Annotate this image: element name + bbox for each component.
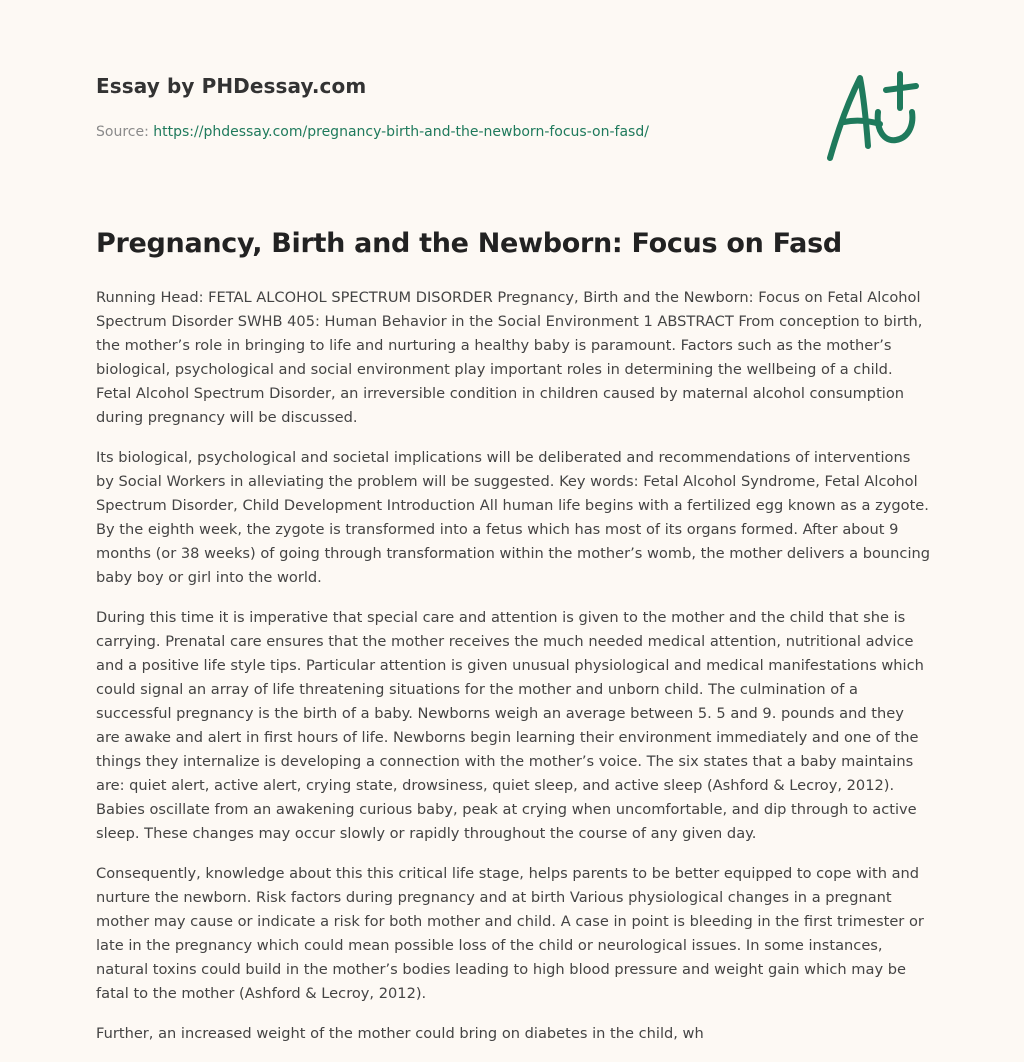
source-label: Source: <box>96 124 149 140</box>
source-link[interactable]: https://phdessay.com/pregnancy-birth-and-the-newborn-focus-on-fasd/ <box>153 124 649 140</box>
essay-paragraph: Running Head: FETAL ALCOHOL SPECTRUM DISORDER Pregnancy, Birth and the Newborn: Focus on Fetal Alcohol Spectrum Disorder SWHB 405: Human Behavior in the Social Environment 1 ABSTRACT From conception to birth, the mother’s role in bringing to life and nurturing a healthy baby is paramount. Factors such as the mother’s biological, psychological and social environment play important roles in determining the wellbeing of a child. Fetal Alcohol Spectrum Disorder, an irreversible condition in children caused by maternal alcohol consumption during pregnancy will be discussed. <box>96 289 923 426</box>
site-title: Essay by PHDessay.com <box>96 74 367 98</box>
essay-paragraph: Further, an increased weight of the mother could bring on diabetes in the child, wh <box>96 1025 704 1042</box>
a-plus-logo-icon <box>822 68 926 164</box>
essay-paragraph: During this time it is imperative that special care and attention is given to the mother and the child that she is carrying. Prenatal care ensures that the mother receives the much needed medical attention, nutritional advice and a positive life style tips. Particular attention is given unusual physiological and medical manifestations which could signal an array of life threatening situations for the mother and unborn child. The culmination of a successful pregnancy is the birth of a baby. Newborns weigh an average between 5. 5 and 9. pounds and they are awake and alert in first hours of life. Newborns begin learning their environment immediately and one of the things they internalize is developing a connection with the mother’s voice. The six states that a baby maintains are: quiet alert, active alert, crying state, drowsiness, quiet sleep, and active sleep (Ashford & Lecroy, 2012). Babies oscillate from an awakening curious baby, peak at crying when uncomfortable, and dip through to active sleep. These changes may occur slowly or rapidly throughout the course of any given day. <box>96 609 924 842</box>
source-line <box>96 124 649 140</box>
essay-paragraph: Its biological, psychological and societal implications will be deliberated and recommendations of interventions by Social Workers in alleviating the problem will be suggested. Key words: Fetal Alcohol Syndrome, Fetal Alcohol Spectrum Disorder, Child Development Introduction All human life begins with a fertilized egg known as a zygote. By the eighth week, the zygote is transformed into a fetus which has most of its organs formed. After about 9 months (or 38 weeks) of going through transformation within the mother’s womb, the mother delivers a bouncing baby boy or girl into the world. <box>96 449 931 586</box>
essay-body <box>96 286 930 1062</box>
essay-title: Pregnancy, Birth and the Newborn: Focus on Fasd <box>96 228 842 259</box>
essay-paragraph: Consequently, knowledge about this this critical life stage, helps parents to be better equipped to cope with and nurture the newborn. Risk factors during pregnancy and at birth Various physiological changes in a pregnant mother may cause or indicate a risk for both mother and child. A case in point is bleeding in the first trimester or late in the pregnancy which could mean possible loss of the child or neurological issues. In some instances, natural toxins could build in the mother’s bodies leading to high blood pressure and weight gain which may be fatal to the mother (Ashford & Lecroy, 2012). <box>96 865 924 1002</box>
